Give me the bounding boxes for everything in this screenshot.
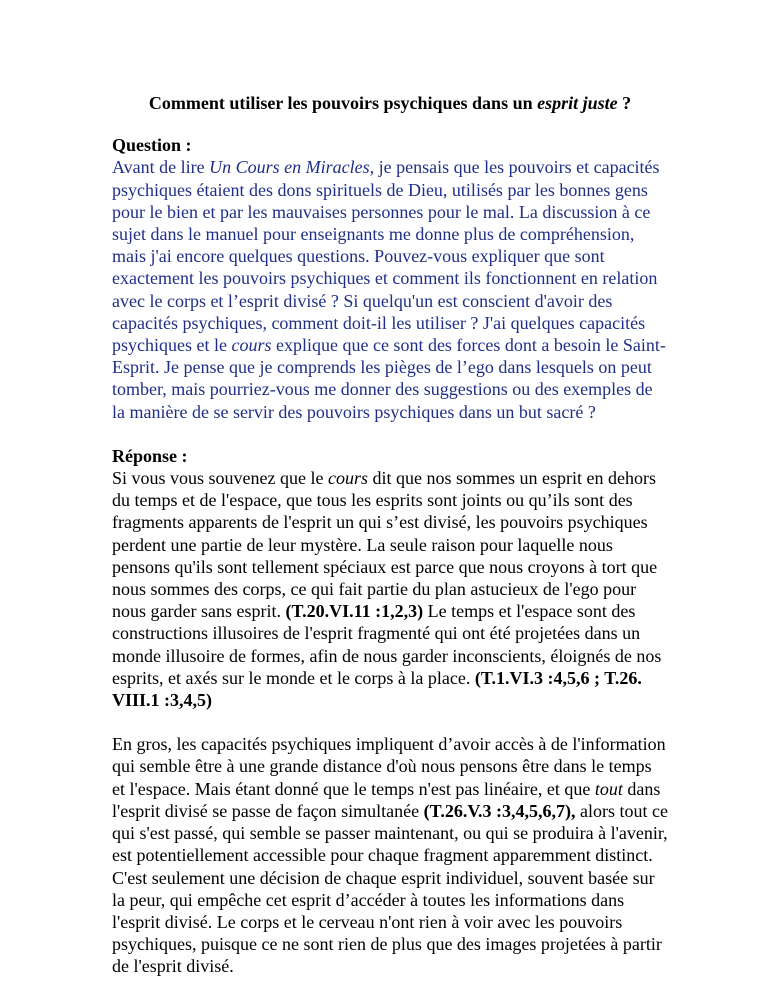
answer-text-part: Si vous vous souvenez que le — [112, 468, 328, 489]
answer-text-part: dans l'esprit divisé se passe de façon simultanée — [112, 778, 661, 821]
title-end-text: ? — [617, 93, 632, 113]
cours-italic: cours — [327, 468, 368, 489]
document-title — [112, 92, 668, 114]
title-text: Comment utiliser les pouvoirs psychiques dans un — [148, 93, 538, 113]
question-text-part: , je pensais que les pouvoirs et capacités psychiques étaient des dons spirituels de Dieu, utilisés par les bonnes gens pour le bien et par les mauvaises personnes pour le mal. La discussion à ce sujet dans le manuel pour enseignants me donne plus de compréhension, mais j'ai encore quelques questions. Pouvez-vous expliquer que sont exactement les pouvoirs psychiques et comment ils fonctionnent en relation avec le corps et l’esprit divisé ? Si quelqu'un est conscient d'avoir des capacités psychiques, comment doit-il les utiliser ? J'ai quelques capacités psychiques et le — [112, 157, 660, 356]
answer-paragraph-2 — [112, 733, 668, 977]
cours-italic: cours — [231, 335, 272, 356]
reference-citation: (T.20.VI.11 :1,2,3) — [285, 601, 424, 622]
reference-citation: (T.26.V.3 :3,4,5,6,7), — [423, 800, 576, 821]
answer-text-part: En gros, les capacités psychiques impliquent d’avoir accès à de l'information qui semble être à une grande distance d'où nous pensons être dans le temps et l'espace. Mais étant donné que le temps n'est pas linéaire, et que — [112, 734, 666, 799]
title-italic-text: esprit juste — [537, 93, 618, 113]
question-text-part: explique que ce sont des forces dont a besoin le Saint-Esprit. Je pense que je comprends les pièges de l’ego dans lesquels on peut tomber, mais pourriez-vous me donner des suggestions ou des exemples de la manière de se servir des pouvoirs psychiques dans un but sacré ? — [112, 335, 666, 422]
question-label: Question : — [112, 135, 192, 156]
question-text — [112, 156, 668, 422]
answer-label: Réponse : — [112, 445, 188, 466]
question-text-part: Avant de lire — [112, 157, 210, 178]
answer-paragraph-1 — [112, 467, 668, 711]
answer-text-part: Le temps et l'espace sont des constructions illusoires de l'esprit fragmenté qui ont été projetées dans un monde illusoire de formes, afin de nous garder inconscients, éloignés de nos esprits, et axés sur le monde et le corps à la place. — [112, 601, 662, 688]
answer-text-part: dit que nos sommes un esprit en dehors du temps et de l'espace, que tous les esprits sont joints ou qu’ils sont des fragments apparents de l'esprit un qui s’est divisé, les pouvoirs psychiques perdent une partie de leur mystère. La seule raison pour laquelle nous pensons qu'ils sont tellement spéciaux est parce que nous croyons à tort que nous sommes des corps, ce qui fait partie du plan astucieux de l'ego pour nous garder sans esprit. — [112, 468, 658, 622]
tout-italic: tout — [594, 778, 623, 799]
book-title-italic: Un Cours en Miracles — [209, 157, 370, 178]
answer-text-part: alors tout ce qui s'est passé, qui semble se passer maintenant, ou qui se produira à l'avenir, est potentiellement accessible pour chaque fragment apparemment distinct. C'est seulement une décision de chaque esprit individuel, souvent basée sur la peur, qui empêche cet esprit d’accéder à toutes les informations dans l'esprit divisé. Le corps et le cerveau n'ont rien à voir avec les pouvoirs psychiques, puisque ce ne sont rien de plus que des images projetées à partir de l'esprit divisé. — [112, 800, 668, 977]
reference-citation: (T.1.VI.3 :4,5,6 ; T.26. VIII.1 :3,4,5) — [112, 667, 642, 711]
